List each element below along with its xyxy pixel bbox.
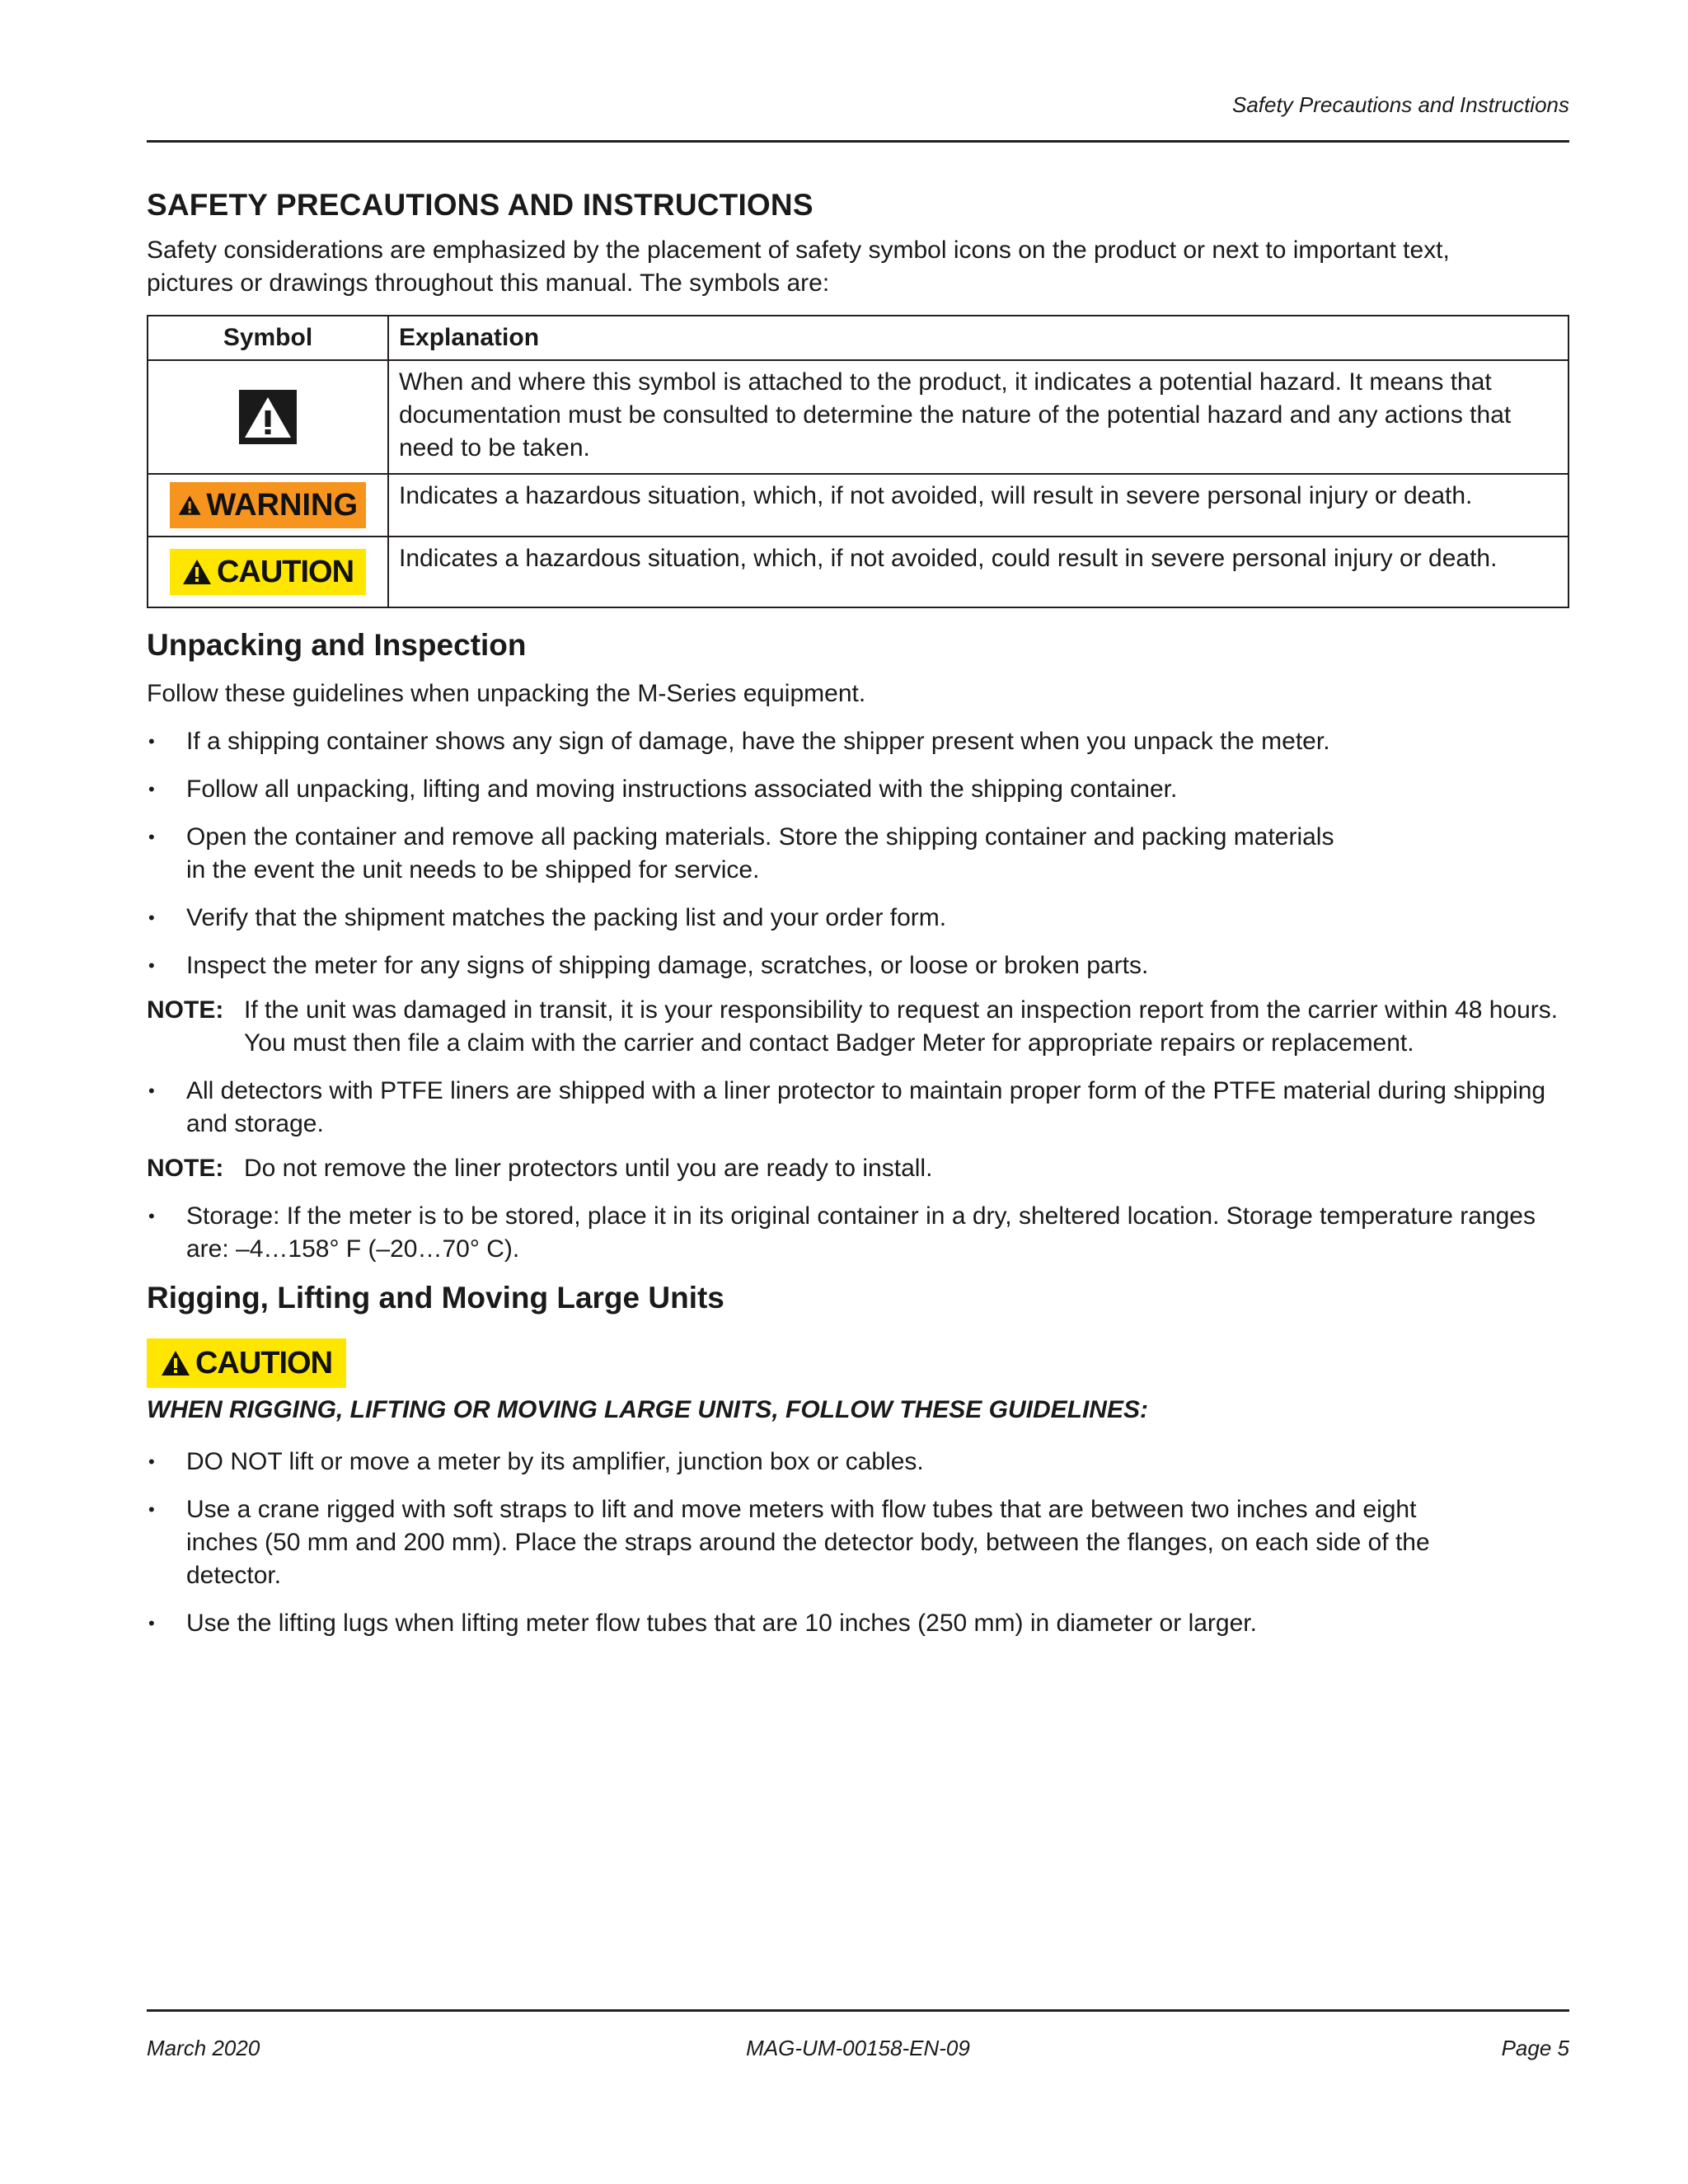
page-content: [147, 188, 1569, 1655]
section-title-unpacking: Unpacking and Inspection: [147, 628, 527, 662]
rigging-list: [147, 1446, 1465, 1640]
note-label: NOTE:: [147, 1155, 224, 1182]
ptfe-list: [147, 1075, 1548, 1141]
warning-badge: WARNING: [170, 482, 366, 528]
running-header: Safety Precautions and Instructions: [1231, 92, 1569, 117]
footer-rule: [147, 2009, 1569, 2012]
footer-page-number: Page 5: [1501, 2036, 1569, 2060]
footer-date: March 2020: [147, 2036, 260, 2060]
safety-intro: Safety considerations are emphasized by the placement of safety symbol icons on the product or next to important text, pictures or drawings throughout this manual. The symbols are:: [147, 237, 1450, 297]
unpacking-list: [147, 725, 1432, 982]
note-label: NOTE:: [147, 996, 224, 1024]
alert-triangle-icon: [178, 492, 201, 518]
list-item: • Use a crane rigged with soft straps to lift and move meters with flow tubes that are between two inches and eight inches (50 mm and 200 mm). Place the straps around the detector body, between the flanges, on each side of the detector.: [148, 1496, 1430, 1589]
rigging-emphasis: WHEN RIGGING, LIFTING OR MOVING LARGE UNITS, FOLLOW THESE GUIDELINES:: [147, 1396, 1148, 1423]
note-damage: [147, 994, 1569, 1060]
list-item: • All detectors with PTFE liners are shipped with a liner protector to maintain proper form of the PTFE material during shipping and storage.: [148, 1077, 1546, 1137]
alert-triangle-icon: [161, 1350, 190, 1376]
caution-badge: CAUTION: [147, 1338, 346, 1388]
section-title-rigging: Rigging, Lifting and Moving Large Units: [147, 1281, 724, 1315]
note-liner: [147, 1152, 1569, 1185]
caution-badge: CAUTION: [170, 549, 366, 595]
symbol-table: [147, 315, 1569, 608]
alert-triangle-icon: [182, 559, 212, 585]
list-item: • Storage: If the meter is to be stored, place it in its original container in a dry, sheltered location. Storage temperature ranges are: –4…158° F (–20…70° C).: [148, 1202, 1536, 1263]
list-item: • Inspect the meter for any signs of shipping damage, scratches, or loose or broken parts.: [148, 952, 1149, 979]
header-rule: [147, 140, 1569, 143]
symbol-table-header: [148, 316, 1568, 360]
table-row: [148, 360, 1568, 474]
storage-list: [147, 1200, 1548, 1266]
unpacking-intro: Follow these guidelines when unpacking the M-Series equipment.: [147, 680, 866, 707]
list-item: • If a shipping container shows any sign of damage, have the shipper present when you unpack the meter.: [148, 728, 1330, 755]
list-item: • Follow all unpacking, lifting and moving instructions associated with the shipping container.: [148, 776, 1178, 803]
explanation-cell: When and where this symbol is attached to the product, it indicates a potential hazard. It means that documentation must be consulted to determine the nature of the potential hazard and any actions that need to be taken.: [388, 360, 1568, 474]
list-item: • Open the container and remove all packing materials. Store the shipping container and packing materials in the event the unit needs to be shipped for service.: [148, 823, 1334, 883]
list-item: • DO NOT lift or move a meter by its amplifier, junction box or cables.: [148, 1448, 924, 1475]
explanation-cell: Indicates a hazardous situation, which, if not avoided, could result in severe personal injury or death.: [388, 537, 1568, 607]
explanation-column-header: Explanation: [388, 316, 1568, 360]
note-text: If the unit was damaged in transit, it is your responsibility to request an inspection report from the carrier within 48 hours. You must then file a claim with the carrier and contact Badger Meter for appropriate repairs or replacement.: [244, 996, 1559, 1057]
explanation-cell: Indicates a hazardous situation, which, if not avoided, will result in severe personal injury or death.: [388, 474, 1568, 537]
note-text: Do not remove the liner protectors until you are ready to install.: [244, 1155, 933, 1182]
list-item: • Use the lifting lugs when lifting meter flow tubes that are 10 inches (250 mm) in diameter or larger.: [148, 1610, 1257, 1637]
table-row: [148, 474, 1568, 537]
warning-triangle-icon: [239, 390, 297, 444]
footer-doc-id: MAG-UM-00158-EN-09: [746, 2036, 970, 2060]
symbol-column-header: Symbol: [148, 316, 388, 360]
list-item: • Verify that the shipment matches the packing list and your order form.: [148, 904, 947, 931]
section-title-safety: SAFETY PRECAUTIONS AND INSTRUCTIONS: [147, 188, 814, 222]
table-row: [148, 537, 1568, 607]
